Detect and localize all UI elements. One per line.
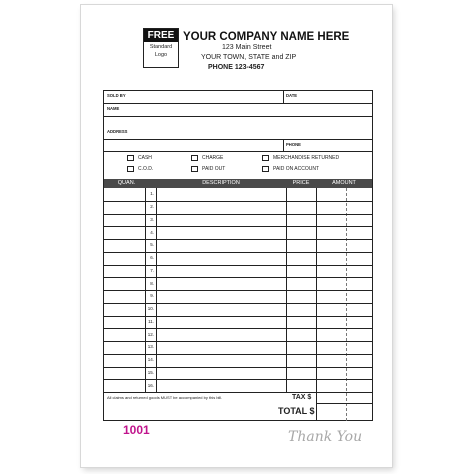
col-header-price: PRICE [292,180,310,186]
table-row [103,201,373,202]
row-number: 9. [150,293,154,299]
form-number: 1001 [123,423,150,437]
paid-out-checkbox[interactable] [191,166,198,172]
logo-line-1: Standard [149,44,173,50]
sold-by-label: SOLD BY [107,93,126,98]
table-row [103,214,373,215]
charge-label: CHARGE [202,155,224,161]
company-street: 123 Main Street [222,44,272,51]
cash-checkbox[interactable] [127,155,134,161]
column-rule-price [316,188,317,421]
company-city: YOUR TOWN, STATE and ZIP [201,54,297,61]
table-row [103,354,373,355]
company-name: YOUR COMPANY NAME HERE [183,31,350,43]
table-row [103,252,373,253]
row-number: 16. [147,382,154,388]
table-row [103,265,373,266]
divider-table-bottom [103,392,373,393]
logo-free-badge: FREE [144,29,178,42]
paid-on-account-label: PAID ON ACCOUNT [273,166,320,172]
row-number: 10. [147,306,154,312]
table-row [103,379,373,380]
divider-phone-box [283,139,284,151]
row-number: 8. [150,280,154,286]
table-row [103,277,373,278]
thank-you-script: Thank You [288,429,363,445]
row-number: 2. [150,204,154,210]
row-number: 11. [148,318,154,324]
table-row [103,239,373,240]
paid-out-label: PAID OUT [202,166,226,172]
table-row [103,328,373,329]
row-number: 5. [150,242,154,248]
divider-sold-by [103,103,373,104]
divider-phone [103,151,373,152]
col-header-description: DESCRIPTION [202,180,240,186]
row-number: 12. [147,331,154,337]
cash-label: CASH [138,155,152,161]
logo-caption [144,43,178,59]
table-row [103,290,373,291]
address-label: ADDRESS [107,129,128,134]
table-row [103,367,373,368]
table-row [103,341,373,342]
date-label: DATE [286,93,298,98]
table-row [103,303,373,304]
row-number: 6. [150,255,154,261]
tax-label: TAX $ [292,394,312,401]
col-header-amount: AMOUNT [332,180,356,186]
claims-note: All claims and returned goods MUST be accompanied by this bill. [107,395,223,400]
row-number: 15. [147,369,154,375]
divider-date [283,90,284,103]
row-number: 14. [147,357,154,363]
merchandise-returned-label: MERCHANDISE RETURNED [273,155,340,161]
paid-on-account-checkbox[interactable] [262,166,269,172]
merchandise-returned-checkbox[interactable] [262,155,269,161]
total-label: TOTAL $ [278,406,315,416]
table-row [103,226,373,227]
column-rule-amount-cents [346,188,347,421]
divider-address [103,139,373,140]
invoice-sheet [81,5,392,467]
row-number: 13. [147,344,154,350]
row-number: 3. [150,216,154,222]
logo-line-2: Logo [154,52,168,58]
standard-logo [143,28,179,68]
charge-checkbox[interactable] [191,155,198,161]
row-number: 4. [150,229,154,235]
company-phone: PHONE 123-4567 [208,64,265,71]
table-row [103,316,373,317]
row-number: 7. [150,267,154,273]
divider-tax [316,403,373,404]
col-header-quantity: QUAN. [117,180,136,186]
phone-label: PHONE [286,142,301,147]
name-label: NAME [107,106,120,111]
row-number: 1. [150,191,154,197]
cod-checkbox[interactable] [127,166,134,172]
divider-name [103,116,373,117]
cod-label: C.O.D. [138,166,154,172]
